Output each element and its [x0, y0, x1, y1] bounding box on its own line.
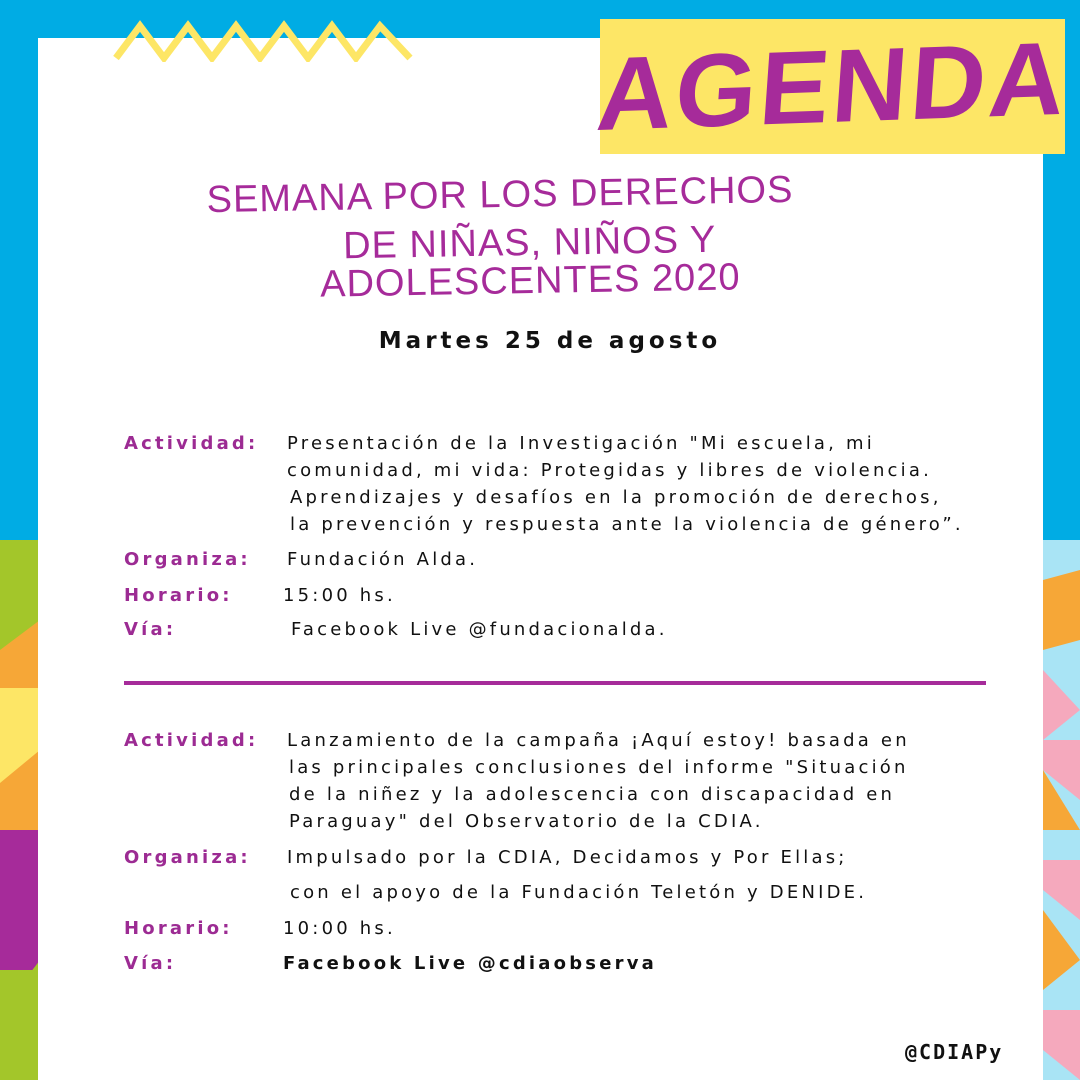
agenda-title: AGENDA: [593, 20, 1072, 153]
subtitle-line-1: SEMANA POR LOS DERECHOS: [206, 168, 794, 222]
actividad-line: de la niñez y la adolescencia con discapacidad en: [289, 784, 896, 805]
social-handle: @CDIAPy: [905, 1040, 1004, 1064]
via-value: Facebook Live @cdiaobserva: [283, 953, 657, 974]
zigzag-decoration: [112, 18, 414, 62]
via-label: Vía:: [124, 619, 177, 640]
organiza-label: Organiza:: [124, 847, 251, 868]
via-value: Facebook Live @fundacionalda.: [291, 619, 668, 640]
actividad-line: comunidad, mi vida: Protegidas y libres de violencia.: [287, 460, 933, 481]
actividad-label: Actividad:: [124, 433, 259, 454]
event-date: Martes 25 de agosto: [378, 328, 722, 354]
actividad-line: Lanzamiento de la campaña ¡Aquí estoy! basada en: [287, 730, 910, 751]
horario-label: Horario:: [124, 585, 233, 606]
actividad-line: Paraguay" del Observatorio de la CDIA.: [289, 811, 764, 832]
horario-label: Horario:: [124, 918, 233, 939]
organiza-value: Impulsado por la CDIA, Decidamos y Por Ellas;: [287, 847, 848, 868]
via-label: Vía:: [124, 953, 177, 974]
actividad-line: las principales conclusiones del informe "Situación: [289, 757, 909, 778]
actividad-line: la prevención y respuesta ante la violencia de género”.: [290, 514, 964, 535]
actividad-line: Presentación de la Investigación "Mi escuela, mi: [287, 433, 875, 454]
subtitle-line-2: DE NIÑAS, NIÑOS Y ADOLESCENTES 2020: [319, 218, 741, 306]
horario-value: 15:00 hs.: [283, 585, 396, 606]
organiza-label: Organiza:: [124, 549, 251, 570]
organiza-value: Fundación Alda.: [287, 549, 479, 570]
right-decorative-pattern: [1043, 540, 1080, 1080]
left-decorative-pattern: [0, 540, 40, 1080]
agenda-title-box: [593, 19, 1072, 154]
organiza-value: con el apoyo de la Fundación Teletón y DENIDE.: [290, 882, 868, 903]
horario-value: 10:00 hs.: [283, 918, 396, 939]
actividad-line: Aprendizajes y desafíos en la promoción de derechos,: [290, 487, 942, 508]
actividad-label: Actividad:: [124, 730, 259, 751]
section-divider: [124, 681, 986, 685]
